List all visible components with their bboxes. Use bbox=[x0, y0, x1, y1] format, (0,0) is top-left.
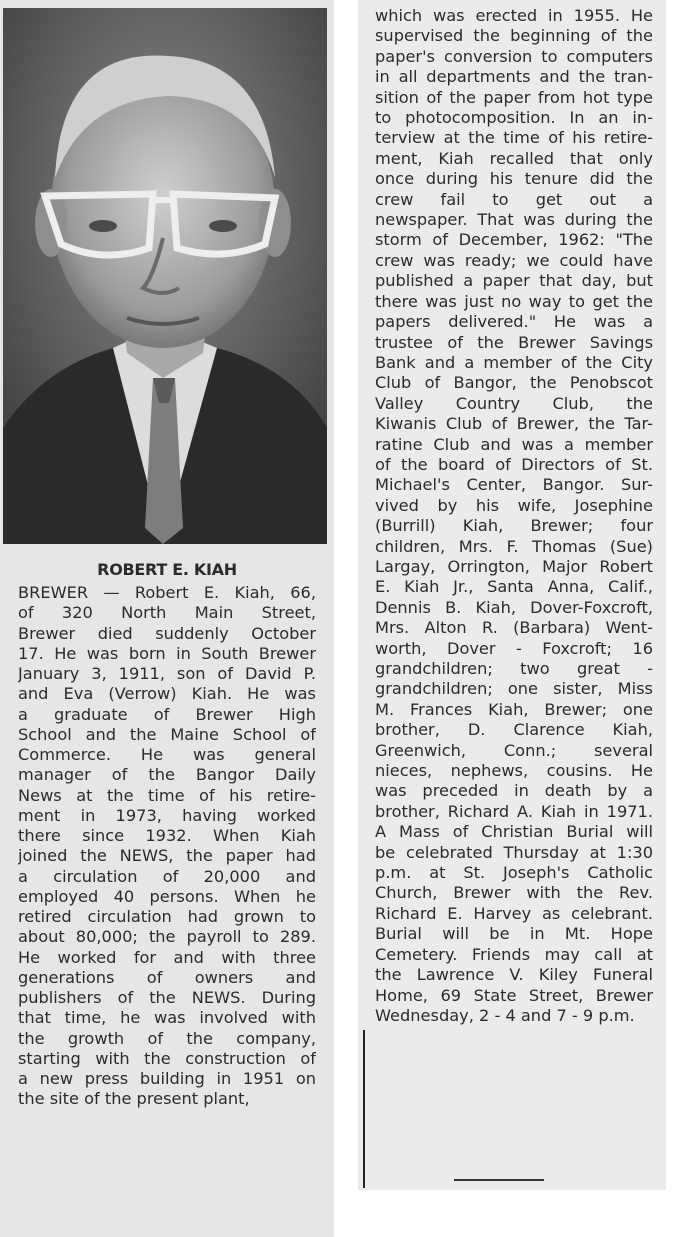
text-line: a graduate of Brewer High bbox=[18, 704, 316, 724]
text-line: crew fail to get out a bbox=[375, 189, 653, 209]
text-line: sition of the paper from hot type bbox=[375, 87, 653, 107]
text-line: Burial will be in Mt. Hope bbox=[375, 924, 653, 944]
obituary-text-right bbox=[375, 6, 653, 1026]
text-line: of 320 North Main Street, bbox=[18, 603, 316, 623]
text-line: Cemetery. Friends may call at bbox=[375, 944, 653, 964]
text-line: trustee of the Brewer Savings bbox=[375, 332, 653, 352]
text-line: there since 1932. When Kiah bbox=[18, 826, 316, 845]
text-line: ment in 1973, having worked bbox=[18, 805, 316, 825]
text-line: a new press building in 1951 on bbox=[18, 1069, 316, 1088]
text-line: A Mass of Christian Burial will bbox=[375, 822, 653, 842]
text-line: ment, Kiah recalled that only bbox=[375, 148, 653, 168]
text-line: worth, Dover - Foxcroft; 16 bbox=[375, 638, 653, 658]
text-line: brother, Richard A. Kiah in 1971. bbox=[375, 801, 653, 821]
photo-caption: ROBERT E. KIAH bbox=[97, 560, 237, 579]
text-line: which was erected in 1955. He bbox=[375, 6, 653, 25]
text-line: manager of the Bangor Daily bbox=[18, 765, 316, 785]
portrait-image bbox=[3, 8, 327, 544]
end-rule bbox=[454, 1179, 544, 1181]
text-line: Club of Bangor, the Penobscot bbox=[375, 373, 653, 393]
text-line: Greenwich, Conn.; several bbox=[375, 740, 653, 760]
text-line: Dennis B. Kiah, Dover-Foxcroft, bbox=[375, 597, 653, 617]
text-line: E. Kiah Jr., Santa Anna, Calif., bbox=[375, 577, 653, 597]
text-line: that time, he was involved with bbox=[18, 1008, 316, 1028]
column-rule bbox=[363, 1030, 365, 1188]
text-line: generations of owners and bbox=[18, 967, 316, 987]
text-line: BREWER — Robert E. Kiah, 66, bbox=[18, 583, 316, 602]
text-line: Richard E. Harvey as celebrant. bbox=[375, 903, 653, 923]
text-line: publishers of the NEWS. During bbox=[18, 988, 316, 1007]
obituary-text-left bbox=[18, 583, 316, 1233]
text-line: Kiwanis Club of Brewer, the Tar- bbox=[375, 414, 653, 434]
text-line: grandchildren; one sister, Miss bbox=[375, 679, 653, 699]
text-line: He worked for and with three bbox=[18, 947, 316, 967]
text-line: vived by his wife, Josephine bbox=[375, 495, 653, 515]
text-line: paper's conversion to computers bbox=[375, 46, 653, 66]
text-line: about 80,000; the payroll to 289. bbox=[18, 927, 316, 947]
text-line: papers delivered." He was a bbox=[375, 312, 653, 332]
portrait-photo bbox=[3, 8, 327, 544]
text-line: Largay, Orrington, Major Robert bbox=[375, 556, 653, 576]
text-line: a circulation of 20,000 and bbox=[18, 866, 316, 886]
text-line: supervised the beginning of the bbox=[375, 26, 653, 46]
text-line: 17. He was born in South Brewer bbox=[18, 643, 316, 663]
text-line: and Eva (Verrow) Kiah. He was bbox=[18, 684, 316, 704]
text-line: storm of December, 1962: "The bbox=[375, 230, 653, 250]
text-line: there was just no way to get the bbox=[375, 291, 653, 311]
text-line: the growth of the company, bbox=[18, 1028, 316, 1048]
text-line: children, Mrs. F. Thomas (Sue) bbox=[375, 536, 653, 556]
text-line: Commerce. He was general bbox=[18, 745, 316, 764]
text-line: be celebrated Thursday at 1:30 bbox=[375, 842, 653, 862]
text-line: joined the NEWS, the paper had bbox=[18, 846, 316, 866]
text-line: ratine Club and was a member bbox=[375, 434, 653, 454]
text-line: starting with the construction of bbox=[18, 1048, 316, 1068]
text-line: News at the time of his retire- bbox=[18, 785, 316, 805]
text-line: Michael's Center, Bangor. Sur- bbox=[375, 475, 653, 495]
text-line: once during his tenure did the bbox=[375, 169, 653, 189]
text-line: to photocomposition. In an in- bbox=[375, 108, 653, 128]
text-line: of the board of Directors of St. bbox=[375, 454, 653, 474]
text-line: Valley Country Club, the bbox=[375, 393, 653, 413]
text-line: nieces, nephews, cousins. He bbox=[375, 761, 653, 781]
text-line: (Burrill) Kiah, Brewer; four bbox=[375, 516, 653, 536]
text-line: newspaper. That was during the bbox=[375, 210, 653, 230]
text-line: Bank and a member of the City bbox=[375, 352, 653, 372]
text-line: crew was ready; we could have bbox=[375, 250, 653, 270]
text-line: M. Frances Kiah, Brewer; one bbox=[375, 699, 653, 719]
text-line: grandchildren; two great - bbox=[375, 659, 653, 678]
text-line: employed 40 persons. When he bbox=[18, 886, 316, 906]
text-line: was preceded in death by a bbox=[375, 781, 653, 801]
text-line: published a paper that day, but bbox=[375, 271, 653, 291]
text-line: brother, D. Clarence Kiah, bbox=[375, 720, 653, 740]
text-line: the Lawrence V. Kiley Funeral bbox=[375, 965, 653, 985]
text-line: the site of the present plant, bbox=[18, 1089, 250, 1109]
text-line: School and the Maine School of bbox=[18, 724, 316, 744]
text-line: Church, Brewer with the Rev. bbox=[375, 883, 653, 903]
text-line: Home, 69 State Street, Brewer bbox=[375, 985, 653, 1005]
text-line: in all departments and the tran- bbox=[375, 67, 653, 87]
text-line: terview at the time of his retire- bbox=[375, 128, 653, 148]
text-line: Brewer died suddenly October bbox=[18, 623, 316, 643]
text-line: Wednesday, 2 - 4 and 7 - 9 p.m. bbox=[375, 1005, 635, 1025]
text-line: p.m. at St. Joseph's Catholic bbox=[375, 863, 653, 883]
text-line: January 3, 1911, son of David P. bbox=[18, 664, 316, 683]
text-line: retired circulation had grown to bbox=[18, 907, 316, 926]
text-line: Mrs. Alton R. (Barbara) Went- bbox=[375, 618, 653, 638]
